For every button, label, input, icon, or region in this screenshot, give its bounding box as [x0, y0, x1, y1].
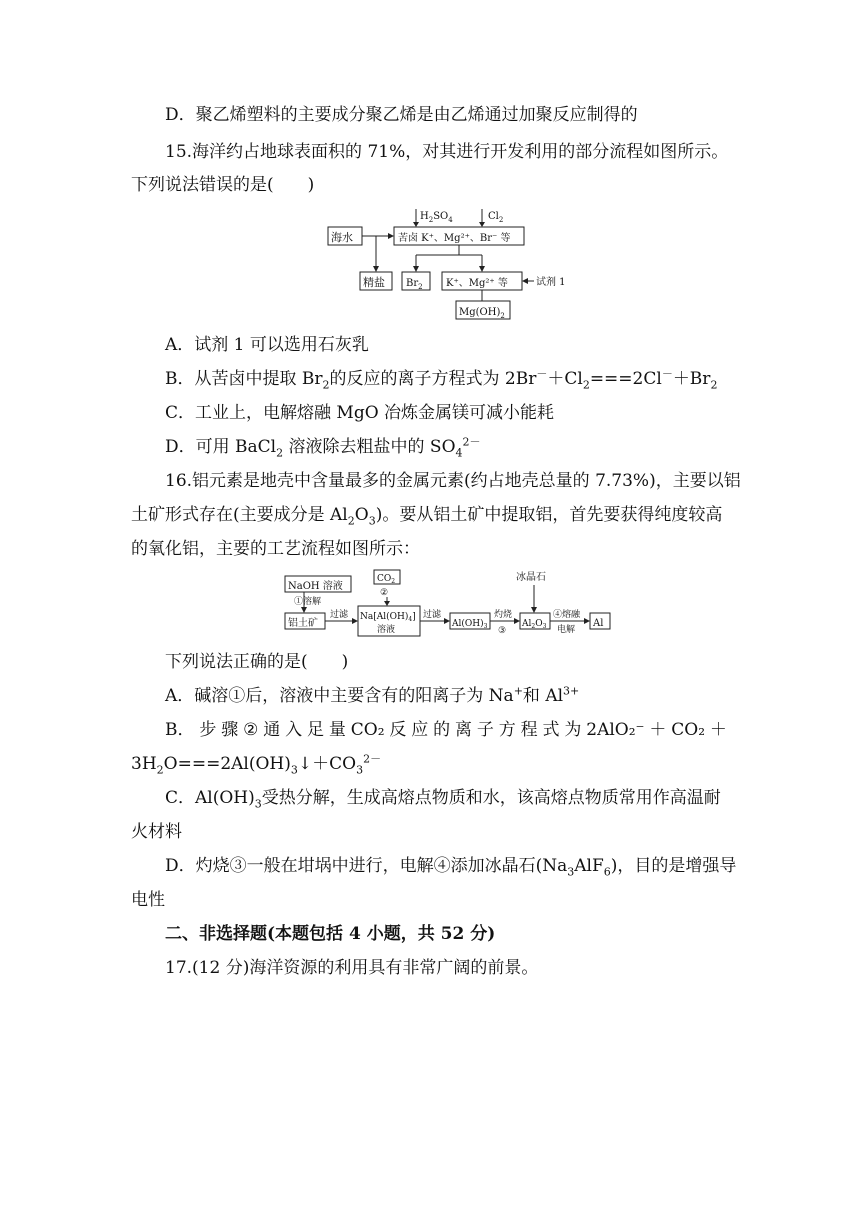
co2-label: $CO_2$ [377, 574, 396, 585]
cl2-label: $Cl_2$ [488, 211, 504, 224]
q15-flow-diagram [320, 203, 580, 323]
section2-heading: 二、非选择题(本题包括 4 小题，共 52 分) [165, 924, 496, 944]
option-b-token: 通 [263, 720, 281, 740]
option-b-token: CO₂ [671, 720, 706, 740]
q16-stem-line1: 16.铝元素是地壳中含量最多的金属元素(约占地壳总量的 7.73%)，主要以铝 [165, 471, 741, 491]
option-b-token: 为 [564, 720, 582, 740]
al-label: Al [593, 618, 604, 629]
step3-label: ③ [498, 626, 507, 636]
option-b-token: B． [165, 720, 195, 740]
naaloh4-label: $Na[Al(OH)_4]$ [360, 612, 416, 623]
q16-option-d-line1: D．灼烧③一般在坩埚中进行，电解④添加冰晶石$(Na_3AlF_6)$，目的是增强导 [165, 856, 737, 879]
melt-label: ④熔融 [553, 610, 581, 620]
burn-label: 灼烧 [494, 610, 513, 620]
br2-label: $Br_2$ [406, 278, 423, 291]
bittern-label: 苦卤 K⁺、Mg²⁺、Br⁻ 等 [398, 233, 511, 244]
bauxite-label: 铝土矿 [288, 618, 318, 629]
cryolite-label: 冰晶石 [516, 572, 546, 583]
electrolysis-label: 电解 [557, 625, 576, 635]
option-b-token: 入 [285, 720, 303, 740]
h2so4-label: $H_2SO_4$ [420, 211, 453, 224]
q16-stem-line3: 的氧化铝，主要的工艺流程如图所示： [131, 539, 420, 559]
option-b-token: 方 [498, 720, 516, 740]
option-b-token: 程 [520, 720, 538, 740]
q16-option-b-line2: $3H_2O===2Al(OH)_3↓+CO_3^{2-}$ [131, 752, 382, 777]
option-b-token: 2AlO₂⁻ [586, 720, 645, 740]
option-b-token: 步 [199, 720, 217, 740]
reagent1-label: 试剂 1 [536, 277, 566, 288]
q15-option-a: A．试剂 1 可以选用石灰乳 [165, 335, 369, 355]
option-b-token: 量 [328, 720, 346, 740]
step1-label: ①溶解 [294, 597, 322, 607]
filter2-label: 过滤 [423, 610, 442, 620]
filter1-label: 过滤 [330, 610, 349, 620]
q16-option-d-line2: 电性 [131, 890, 165, 910]
kmg-label: K⁺、Mg²⁺ 等 [446, 278, 508, 289]
q15-option-d: D．可用 BaCl$_2$ 溶液除去粗盐中的 $SO_4^{2-}$ [165, 435, 481, 460]
q15-stem-line2: 下列说法错误的是( ) [131, 175, 315, 195]
option-b-token: 反 [389, 720, 407, 740]
option-b-token: 离 [455, 720, 473, 740]
option-b-token: ＋ [649, 720, 667, 740]
naoh-label: NaOH 溶液 [288, 581, 343, 592]
step2-label: ② [380, 588, 389, 598]
q17-stem: 17.(12 分)海洋资源的利用具有非常广阔的前景。 [165, 958, 539, 978]
seawater-label: 海水 [331, 231, 353, 244]
option-b-token: ② [243, 720, 259, 740]
q15-stem-line1: 15.海洋约占地球表面积的 71%，对其进行开发利用的部分流程如图所示。 [165, 142, 729, 162]
q16-option-b-line1 [165, 718, 727, 742]
option-b-token: CO₂ [350, 720, 385, 740]
option-b-token: 式 [542, 720, 560, 740]
salt-label: 精盐 [363, 276, 385, 289]
option-b-token: 骤 [221, 720, 239, 740]
q16-option-c-line2: 火材料 [131, 822, 182, 842]
q16-option-a: A．碱溶①后，溶液中主要含有的阳离子为 Na+和 $Al^{3+}$ [165, 684, 580, 706]
q16-option-c-line1: C．$Al(OH)_3$受热分解，生成高熔点物质和水，该高熔点物质常用作高温耐 [165, 788, 721, 811]
option-b-token: 子 [476, 720, 494, 740]
solution-label: 溶液 [377, 625, 396, 635]
option-b-token: ＋ [709, 720, 727, 740]
q14-option-d: D．聚乙烯塑料的主要成分聚乙烯是由乙烯通过加聚反应制得的 [165, 105, 638, 125]
al2o3-label: $Al_2O_3$ [522, 619, 547, 630]
aloh3-label: $Al(OH)_3$ [452, 619, 488, 630]
option-b-token: 应 [411, 720, 429, 740]
q16-stem-line2: 土矿形式存在(主要成分是 $Al_2O_3$)。要从铝土矿中提取铝，首先要获得纯度较高 [131, 505, 723, 528]
q16-flow-diagram [280, 566, 620, 638]
option-b-token: 的 [433, 720, 451, 740]
mgoh2-label: $Mg(OH)_2$ [459, 307, 505, 320]
q15-option-b: B．从苦卤中提取 $Br_2$的反应的离子方程式为 $2Br^-+Cl_2===2Cl^-+Br_2$ [165, 367, 718, 392]
q15-option-c: C．工业上，电解熔融 MgO 冶炼金属镁可减小能耗 [165, 403, 555, 423]
option-b-token: 足 [307, 720, 324, 740]
q16-question: 下列说法正确的是( ) [165, 652, 349, 672]
